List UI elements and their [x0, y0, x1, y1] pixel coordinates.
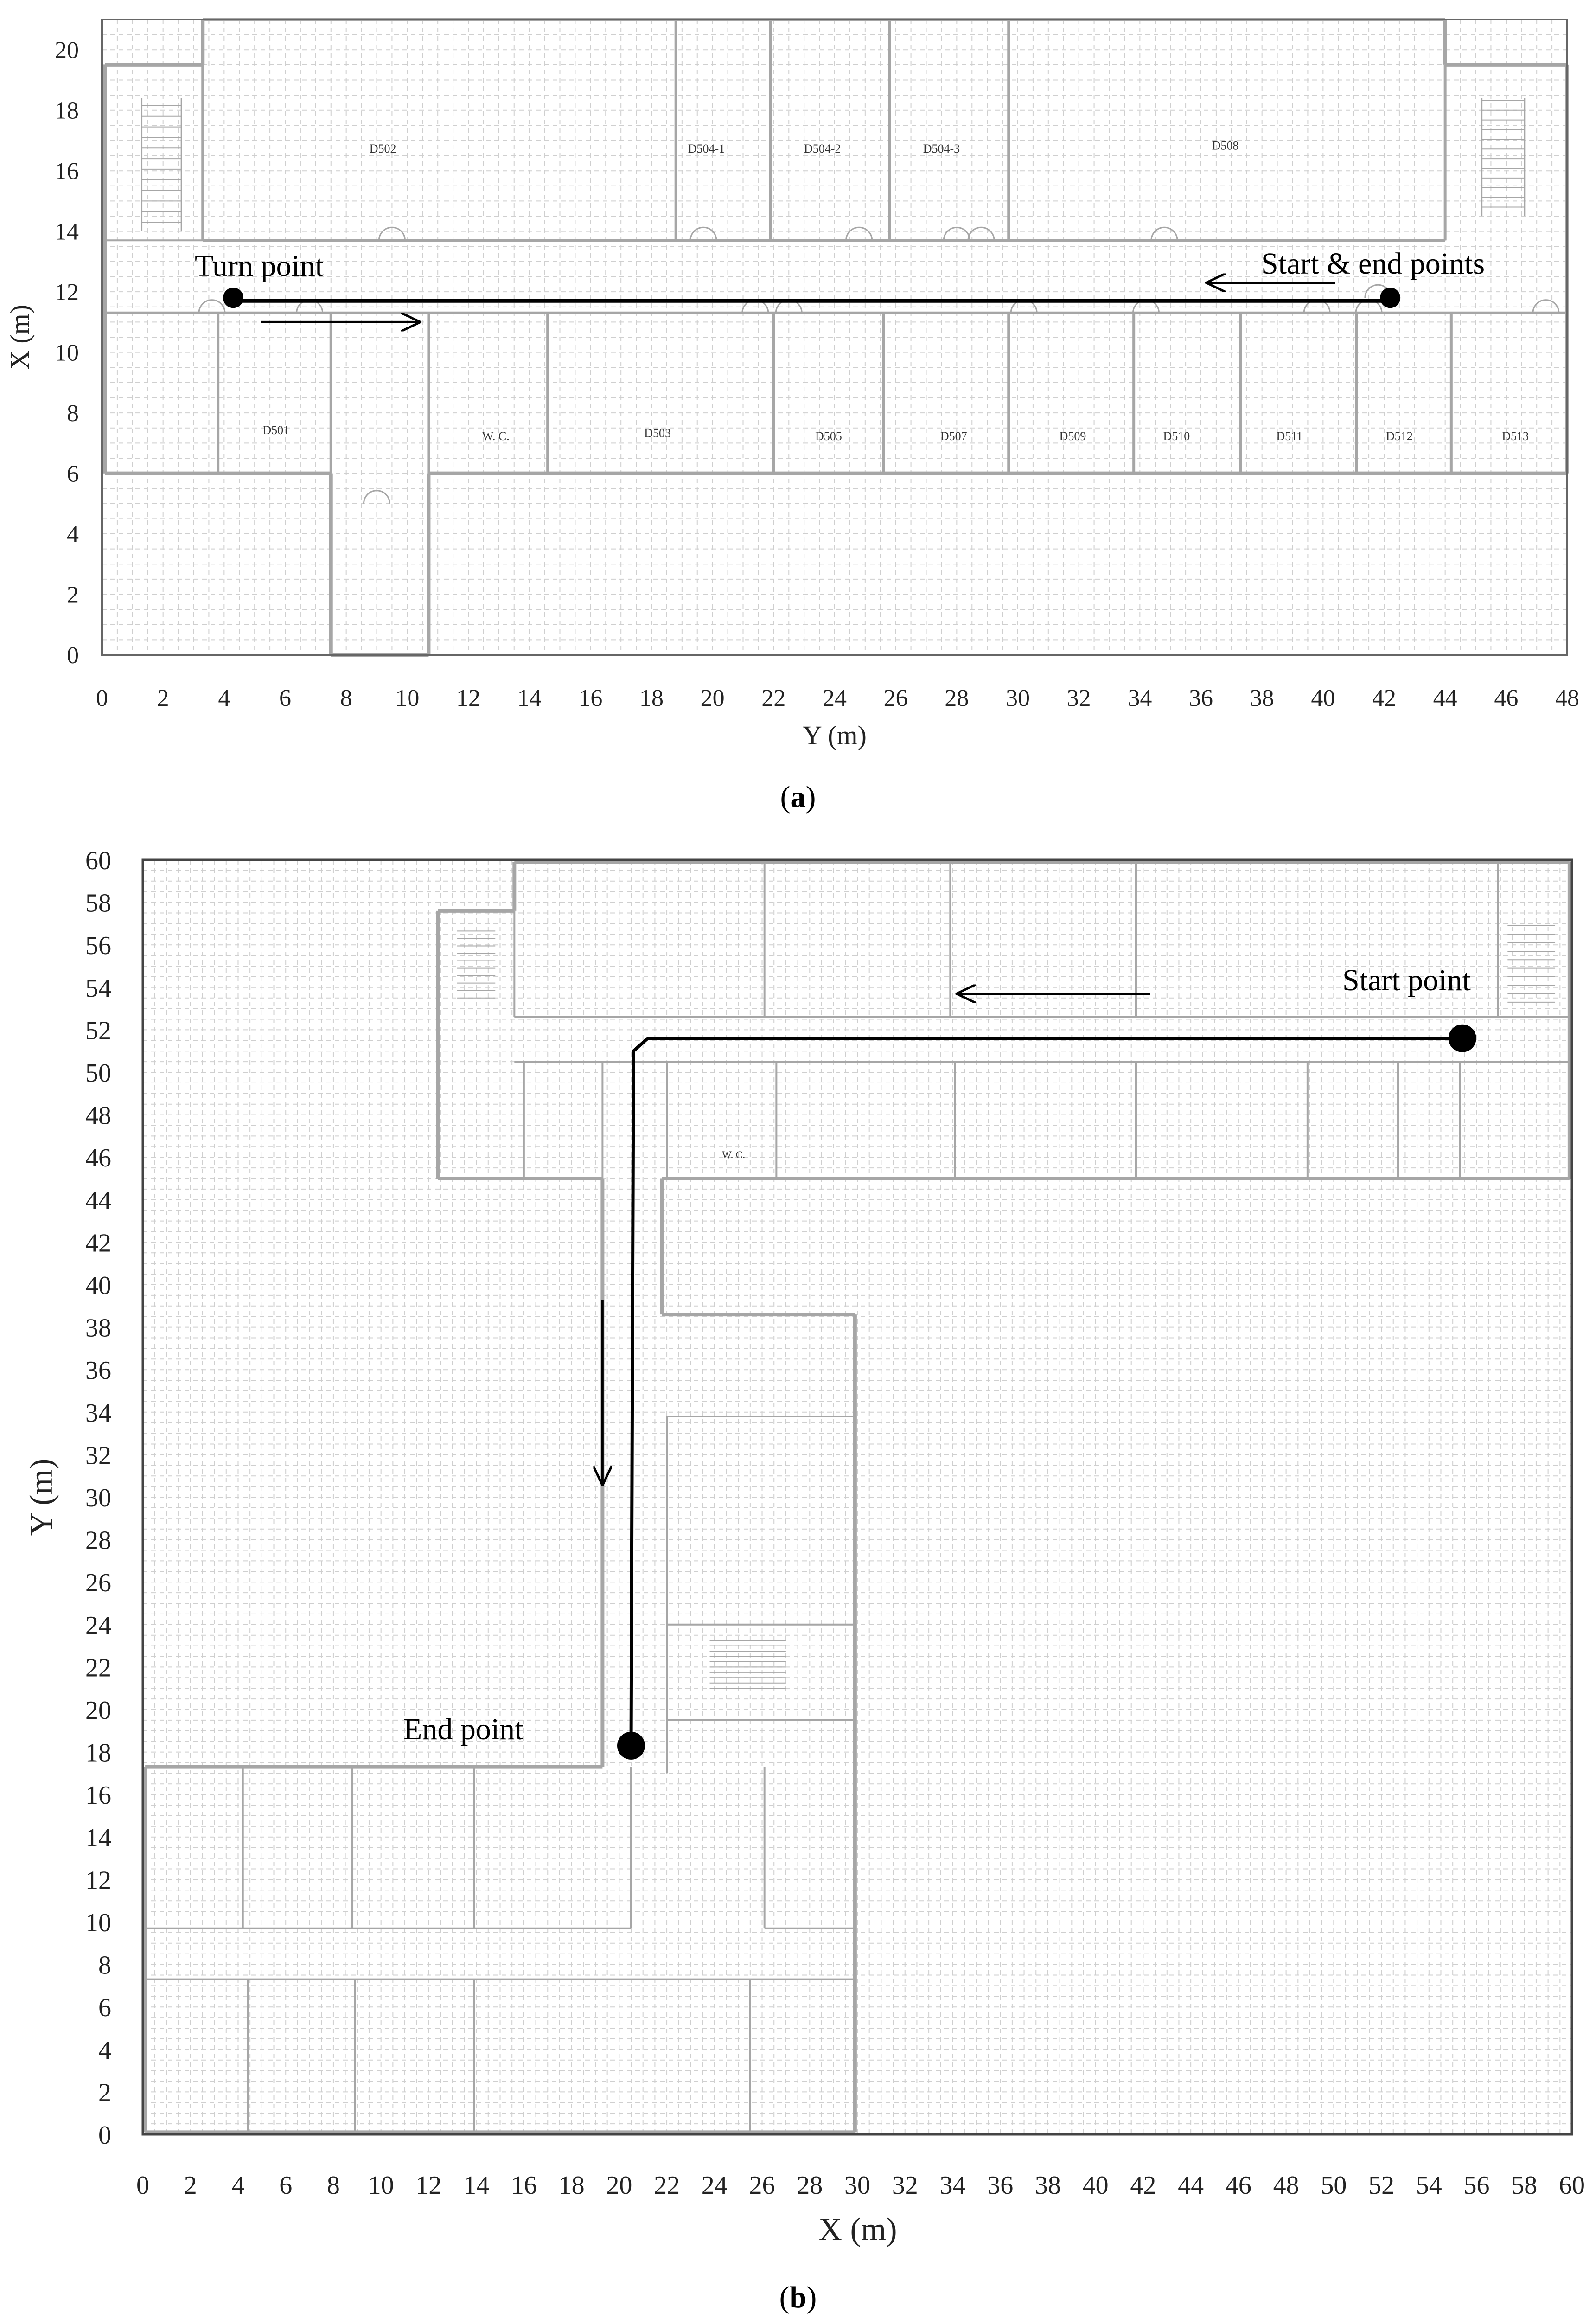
- x-tick-label: 10: [368, 2171, 394, 2200]
- room-label: D507: [940, 429, 967, 443]
- y-tick-label: 20: [55, 37, 79, 64]
- panel-b-x-tick-labels: [136, 2171, 1585, 2200]
- y-tick-label: 2: [98, 2078, 111, 2108]
- x-tick-label: 48: [1273, 2171, 1299, 2200]
- y-tick-label: 48: [85, 1101, 111, 1130]
- panel-b-end-label: End point: [403, 1712, 523, 1746]
- panel-a-x-tick-labels: [96, 685, 1579, 711]
- x-tick-label: 2: [157, 685, 169, 711]
- y-tick-label: 38: [85, 1313, 111, 1343]
- x-tick-label: 24: [701, 2171, 728, 2200]
- x-tick-label: 0: [136, 2171, 149, 2200]
- x-tick-label: 30: [844, 2171, 870, 2200]
- x-tick-label: 20: [700, 685, 725, 711]
- panel-a-floor-plan: [5, 19, 1579, 814]
- x-tick-label: 28: [797, 2171, 823, 2200]
- panel-a-x-axis-label: Y (m): [803, 720, 867, 750]
- y-tick-label: 0: [67, 642, 79, 669]
- x-tick-label: 18: [558, 2171, 585, 2200]
- y-tick-label: 30: [85, 1484, 111, 1512]
- x-tick-label: 46: [1225, 2171, 1251, 2200]
- y-tick-label: 4: [98, 2036, 111, 2065]
- room-label: D504-2: [804, 142, 841, 156]
- x-tick-label: 6: [279, 2171, 293, 2200]
- x-tick-label: 0: [96, 685, 108, 711]
- room-label: D502: [369, 142, 396, 156]
- y-tick-label: 24: [85, 1611, 111, 1640]
- room-label: D512: [1386, 429, 1413, 443]
- room-label: D504-3: [923, 142, 960, 156]
- x-tick-label: 10: [395, 685, 420, 711]
- trajectory-line: [631, 1038, 1462, 1746]
- x-tick-label: 40: [1311, 685, 1335, 711]
- room-label: D505: [815, 429, 842, 443]
- y-tick-label: 10: [85, 1909, 111, 1937]
- y-tick-label: 14: [55, 218, 79, 245]
- panel-b-floor-plan: [24, 846, 1585, 2314]
- x-tick-label: 8: [340, 685, 352, 711]
- y-tick-label: 6: [67, 461, 79, 487]
- x-tick-label: 2: [184, 2171, 197, 2200]
- panel-b-y-axis-label: Y (m): [24, 1458, 59, 1536]
- room-label: D501: [262, 423, 290, 437]
- y-tick-label: 18: [85, 1738, 111, 1768]
- room-label: D513: [1502, 429, 1529, 443]
- x-tick-label: 16: [578, 685, 603, 711]
- y-tick-label: 10: [55, 340, 79, 366]
- panel-a-y-tick-labels: [55, 37, 79, 669]
- room-label: D508: [1212, 139, 1239, 153]
- x-tick-label: 18: [639, 685, 664, 711]
- x-tick-label: 36: [1189, 685, 1213, 711]
- x-tick-label: 6: [279, 685, 291, 711]
- y-tick-label: 12: [55, 279, 79, 306]
- turn-point-marker: [223, 288, 243, 308]
- panel-b-caption: (b): [779, 2281, 817, 2314]
- x-tick-label: 14: [517, 685, 542, 711]
- y-tick-label: 26: [85, 1569, 111, 1598]
- x-tick-label: 12: [415, 2171, 442, 2200]
- panel-a-caption: (a): [780, 780, 816, 814]
- x-tick-label: 22: [761, 685, 786, 711]
- x-tick-label: 30: [1006, 685, 1030, 711]
- room-label: D503: [644, 426, 671, 440]
- room-label: D504-1: [688, 142, 725, 156]
- y-tick-label: 6: [98, 1993, 111, 2023]
- panel-b-wc-label: W. C.: [722, 1149, 745, 1160]
- y-tick-label: 2: [67, 582, 79, 609]
- panel-a-trajectory: [223, 283, 1400, 322]
- y-tick-label: 32: [85, 1441, 111, 1470]
- x-tick-label: 58: [1511, 2171, 1538, 2200]
- x-tick-label: 34: [939, 2171, 966, 2200]
- y-tick-label: 8: [98, 1951, 111, 1980]
- x-tick-label: 56: [1463, 2171, 1490, 2200]
- panel-b-y-tick-labels: [85, 846, 111, 2150]
- y-tick-label: 50: [85, 1059, 111, 1088]
- x-tick-label: 54: [1416, 2171, 1442, 2200]
- x-tick-label: 42: [1130, 2171, 1156, 2200]
- x-tick-label: 16: [511, 2171, 537, 2200]
- y-tick-label: 8: [67, 400, 79, 427]
- y-tick-label: 14: [85, 1823, 111, 1852]
- panel-a-start-end-label: Start & end points: [1261, 247, 1485, 281]
- x-tick-label: 60: [1559, 2171, 1585, 2200]
- y-tick-label: 34: [85, 1398, 111, 1428]
- y-tick-label: 18: [55, 97, 79, 124]
- y-tick-label: 46: [85, 1144, 111, 1173]
- panel-b-start-label: Start point: [1342, 963, 1471, 997]
- x-tick-label: 14: [463, 2171, 490, 2200]
- panel-a-grid: [102, 19, 1567, 655]
- x-tick-label: 50: [1321, 2171, 1347, 2200]
- y-tick-label: 60: [85, 846, 111, 875]
- x-tick-label: 26: [883, 685, 908, 711]
- y-tick-label: 40: [85, 1271, 111, 1300]
- panel-b-x-axis-label: X (m): [818, 2212, 897, 2248]
- room-label: W. C.: [482, 429, 510, 443]
- room-label: D509: [1059, 429, 1086, 443]
- x-tick-label: 26: [749, 2171, 775, 2200]
- x-tick-label: 44: [1178, 2171, 1204, 2200]
- x-tick-label: 38: [1250, 685, 1274, 711]
- end-point-marker: [617, 1732, 645, 1760]
- y-tick-label: 56: [85, 931, 111, 961]
- y-tick-label: 44: [85, 1186, 111, 1215]
- y-tick-label: 22: [85, 1653, 111, 1683]
- y-tick-label: 54: [85, 974, 111, 1003]
- room-label: D511: [1276, 429, 1303, 443]
- y-tick-label: 16: [85, 1781, 111, 1810]
- y-tick-label: 42: [85, 1229, 111, 1258]
- room-label: D510: [1163, 429, 1190, 443]
- panel-b-grid: [143, 860, 1572, 2134]
- y-tick-label: 52: [85, 1016, 111, 1045]
- x-tick-label: 44: [1433, 685, 1457, 711]
- start-end-point-marker: [1380, 288, 1400, 308]
- panel-a-turn-point-label: Turn point: [195, 249, 324, 283]
- y-tick-label: 4: [67, 521, 79, 548]
- start-point-marker: [1449, 1025, 1476, 1052]
- x-tick-label: 38: [1034, 2171, 1061, 2200]
- y-tick-label: 28: [85, 1526, 111, 1555]
- x-tick-label: 12: [456, 685, 480, 711]
- x-tick-label: 48: [1555, 685, 1579, 711]
- y-tick-label: 0: [98, 2121, 111, 2150]
- x-tick-label: 8: [326, 2171, 340, 2200]
- x-tick-label: 40: [1082, 2171, 1109, 2200]
- x-tick-label: 4: [231, 2171, 245, 2200]
- x-tick-label: 22: [654, 2171, 680, 2200]
- y-tick-label: 58: [85, 889, 111, 918]
- x-tick-label: 52: [1368, 2171, 1395, 2200]
- x-tick-label: 24: [823, 685, 847, 711]
- y-tick-label: 36: [85, 1356, 111, 1385]
- x-tick-label: 20: [606, 2171, 632, 2200]
- x-tick-label: 36: [987, 2171, 1014, 2200]
- x-tick-label: 4: [218, 685, 230, 711]
- x-tick-label: 46: [1494, 685, 1519, 711]
- y-tick-label: 20: [85, 1696, 111, 1725]
- x-tick-label: 32: [1066, 685, 1091, 711]
- x-tick-label: 34: [1128, 685, 1152, 711]
- panel-a-y-axis-label: X (m): [5, 304, 35, 370]
- x-tick-label: 28: [945, 685, 969, 711]
- x-tick-label: 32: [892, 2171, 918, 2200]
- x-tick-label: 42: [1372, 685, 1396, 711]
- y-tick-label: 12: [85, 1866, 111, 1895]
- y-tick-label: 16: [55, 158, 79, 185]
